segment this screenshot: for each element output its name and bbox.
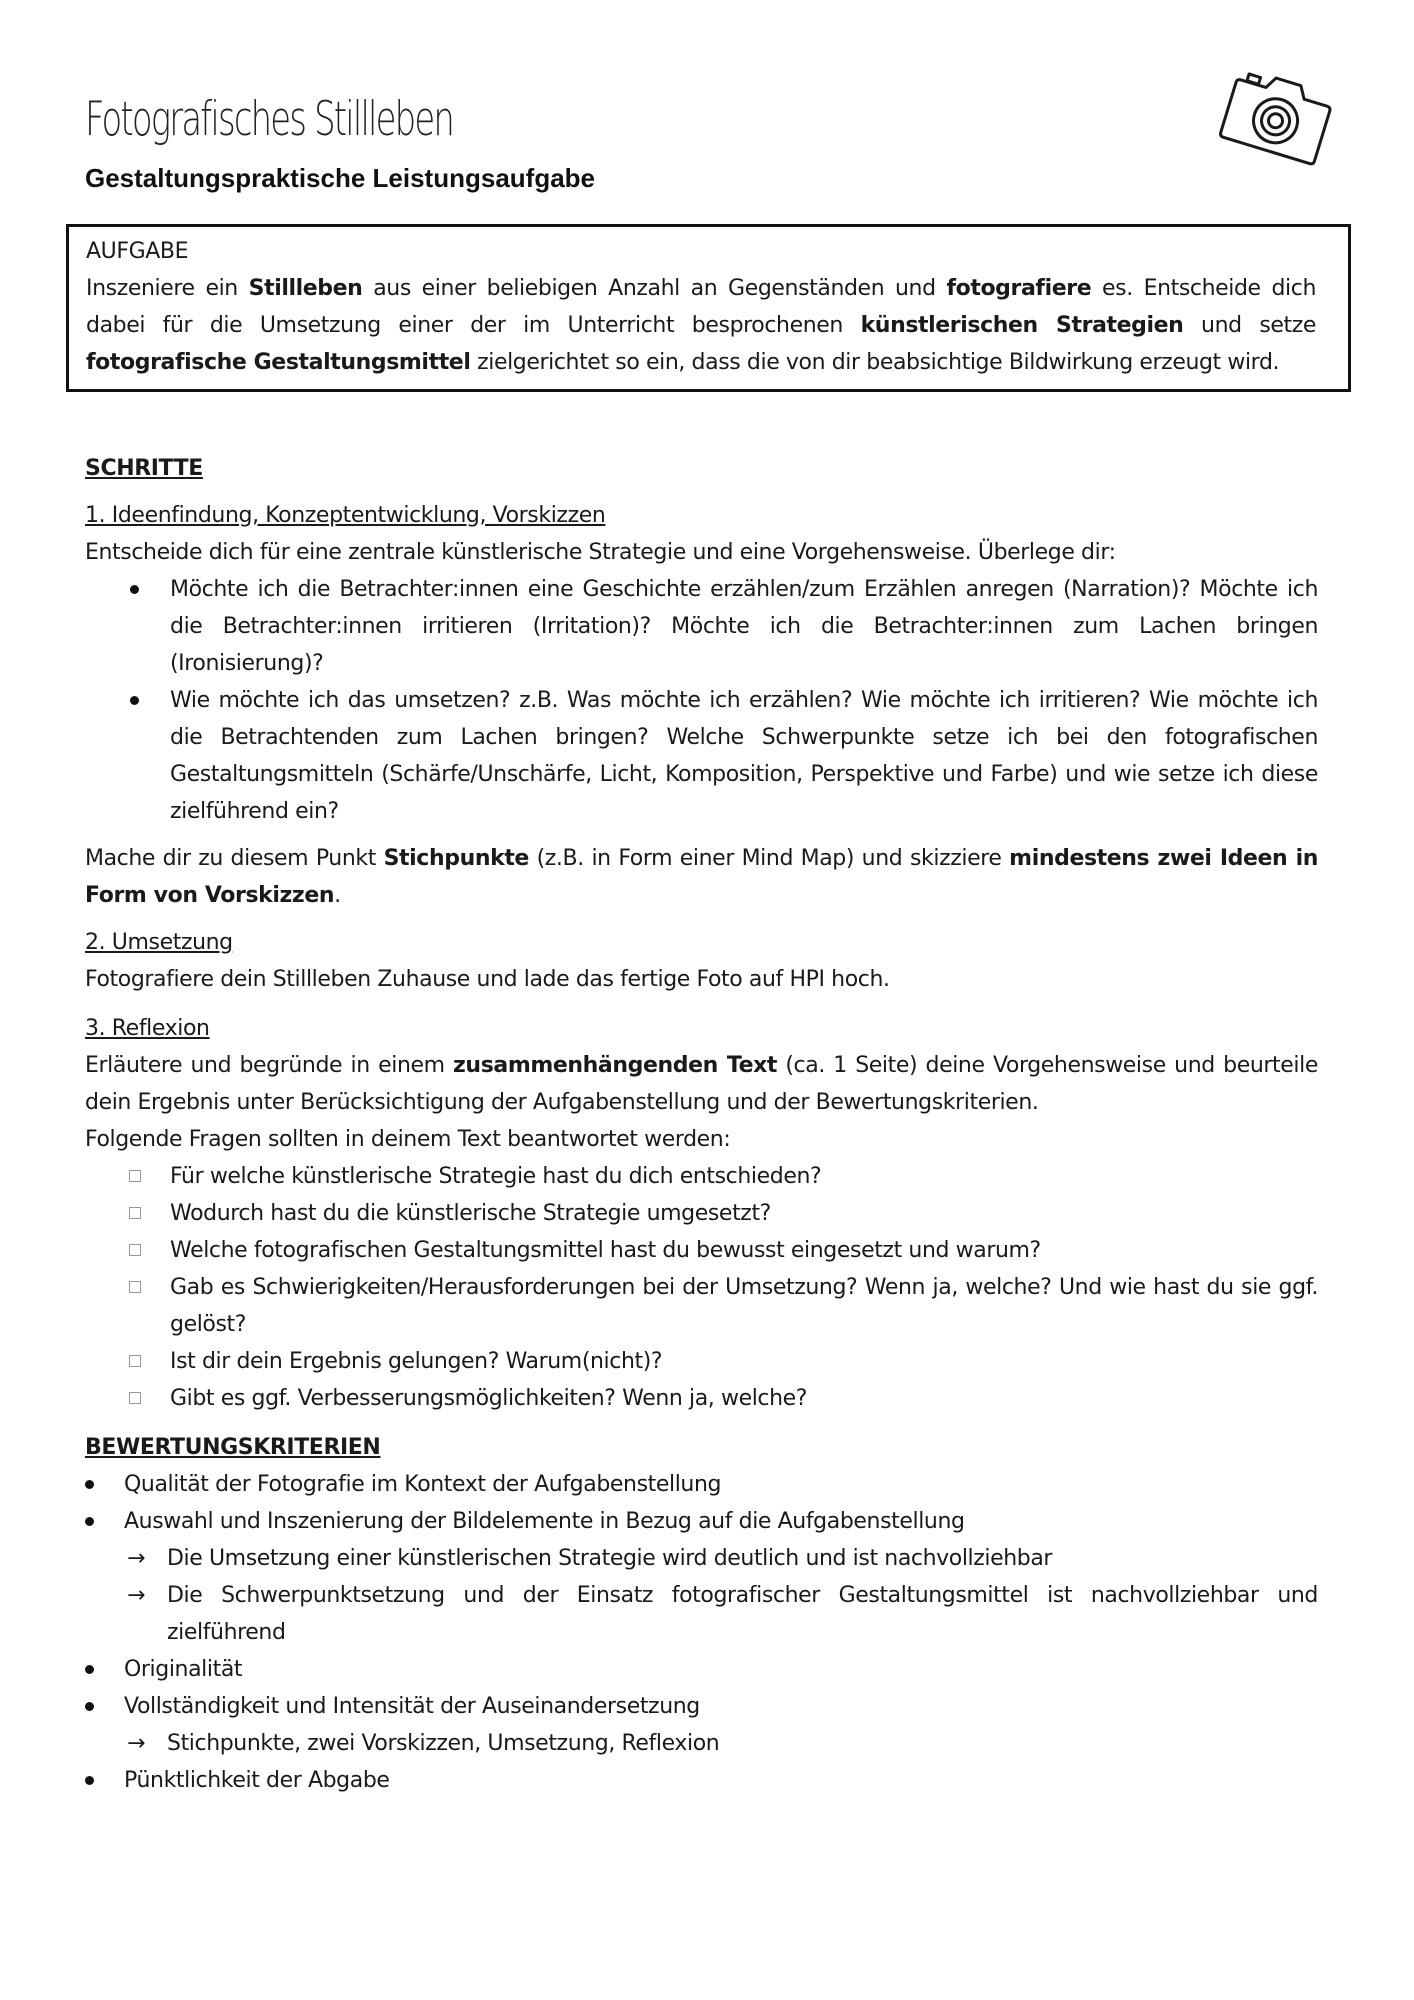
task-label: AUFGABE	[86, 239, 189, 264]
task-text: Inszeniere ein Stillleben aus einer beliebigen Anzahl an Gegenständen und fotografiere es. Entscheide dich dabei für die Umsetzung einer der im Unterricht besprochenen künstlerischen Strategien und setze fotografische Gestaltungsmittel zielgerichtet so ein, dass die von dir beabsichtige Bildwirkung erzeugt wird.	[86, 276, 1317, 375]
list-item: Wie möchte ich das umsetzen? z.B. Was möchte ich erzählen? Wie möchte ich irritieren? Wie möchte ich die Betrachtenden zum Lachen bringen? Welche Schwerpunkte setze ich bei den fotografischen Gestaltungsmitteln (Schärfe/Unschärfe, Licht, Komposition, Perspektive und Farbe) und wie setze ich diese zielführend ein?	[85, 682, 1318, 830]
arrow-icon: →	[127, 1546, 146, 1571]
list-item: Für welche künstlerische Strategie hast du dich entschieden?	[85, 1158, 1318, 1195]
step1-title: 1. Ideenfindung, Konzeptentwicklung, Vorskizzen	[85, 503, 606, 528]
criteria-sub-list	[82, 1540, 1318, 1651]
list-item: Qualität der Fotografie im Kontext der Aufgabenstellung	[82, 1466, 1318, 1503]
list-item: Gibt es ggf. Verbesserungsmöglichkeiten? Wenn ja, welche?	[85, 1380, 1318, 1417]
list-item: Gab es Schwierigkeiten/Herausforderungen bei der Umsetzung? Wenn ja, welche? Und wie hast du sie ggf. gelöst?	[85, 1269, 1318, 1343]
task-box	[66, 224, 1351, 392]
list-item: Ist dir dein Ergebnis gelungen? Warum(nicht)?	[85, 1343, 1318, 1380]
step1-intro: Entscheide dich für eine zentrale künstlerische Strategie und eine Vorgehensweise. Überlege dir:	[85, 540, 1116, 565]
step1-note: Mache dir zu diesem Punkt Stichpunkte (z.B. in Form einer Mind Map) und skizziere mindestens zwei Ideen in Form von Vorskizzen.	[85, 846, 1318, 908]
step3-title: 3. Reflexion	[85, 1016, 210, 1041]
page-subtitle: Gestaltungspraktische Leistungsaufgabe	[85, 163, 596, 193]
criteria-section	[85, 1429, 1318, 1799]
reflection-question-list	[85, 1158, 1318, 1417]
list-item: Pünktlichkeit der Abgabe	[82, 1762, 1318, 1799]
steps-heading: SCHRITTE	[85, 456, 203, 481]
arrow-icon: →	[127, 1583, 146, 1608]
page-title: Fotografisches Stillleben	[85, 92, 454, 147]
list-item: → Die Umsetzung einer künstlerischen Strategie wird deutlich und ist nachvollziehbar	[82, 1540, 1318, 1577]
step2-title: 2. Umsetzung	[85, 930, 233, 955]
list-item: Originalität	[82, 1651, 1318, 1688]
list-item: Welche fotografischen Gestaltungsmittel hast du bewusst eingesetzt und warum?	[85, 1232, 1318, 1269]
criteria-sub-list	[82, 1725, 1318, 1762]
criteria-heading: BEWERTUNGSKRITERIEN	[85, 1435, 381, 1460]
criteria-list	[82, 1466, 1318, 1799]
list-item: → Die Schwerpunktsetzung und der Einsatz fotografischer Gestaltungsmittel ist nachvollziehbar und zielführend	[82, 1577, 1318, 1651]
step2-text: Fotografiere dein Stillleben Zuhause und lade das fertige Foto auf HPI hoch.	[85, 967, 890, 992]
step1-bullet-list	[85, 571, 1318, 830]
list-item: Vollständigkeit und Intensität der Auseinandersetzung → Stichpunkte, zwei Vorskizzen, Umsetzung, Reflexion	[82, 1688, 1318, 1762]
list-item: Wodurch hast du die künstlerische Strategie umgesetzt?	[85, 1195, 1318, 1232]
camera-icon	[1218, 60, 1336, 172]
step3-text: Erläutere und begründe in einem zusammenhängenden Text (ca. 1 Seite) deine Vorgehensweise und beurteile dein Ergebnis unter Berücksichtigung der Aufgabenstellung und der Bewertungskriterien.	[85, 1053, 1318, 1115]
list-item: Auswahl und Inszenierung der Bildelemente in Bezug auf die Aufgabenstellung → Die Umsetzung einer künstlerischen Strategie wird deutlich und ist nachvollziehbar → Die Schwerpunktsetzung und der Einsatz fotografischer Gestaltungsmittel ist nachvollziehbar und zielführend	[82, 1503, 1318, 1651]
steps-section	[85, 450, 1318, 1417]
list-item: Möchte ich die Betrachter:innen eine Geschichte erzählen/zum Erzählen anregen (Narration)? Möchte ich die Betrachter:innen irritieren (Irritation)? Möchte ich die Betrachter:innen zum Lachen bringen (Ironisierung)?	[85, 571, 1318, 682]
arrow-icon: →	[127, 1731, 146, 1756]
list-item: → Stichpunkte, zwei Vorskizzen, Umsetzung, Reflexion	[82, 1725, 1318, 1762]
step3-questions-intro: Folgende Fragen sollten in deinem Text beantwortet werden:	[85, 1127, 731, 1152]
